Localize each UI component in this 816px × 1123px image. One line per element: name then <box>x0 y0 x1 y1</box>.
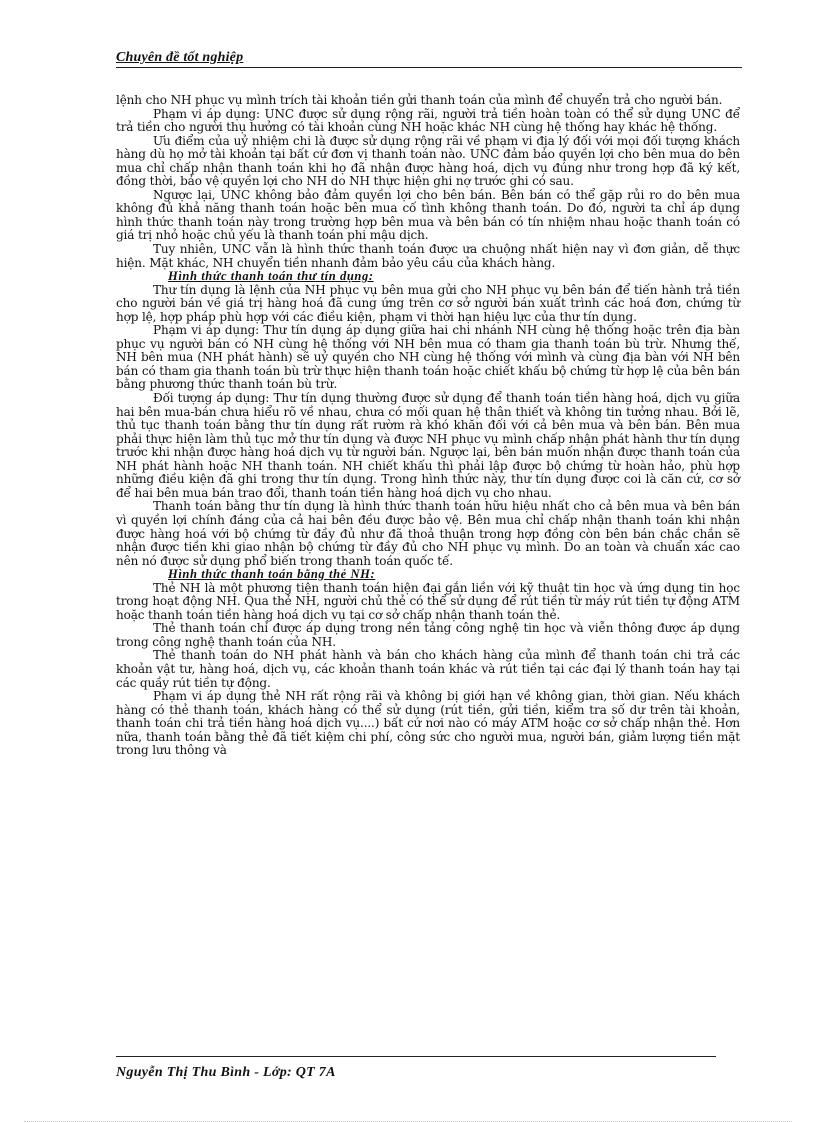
paragraph: Đối tượng áp dụng: Thư tín dụng thường được sử dụng để thanh toán tiền hàng hoá, dịch vụ giữa hai bên mua-bán chưa hiểu rõ về nhau, chưa có mối quan hệ thân thiết và không tin tưởng nhau. Bởi lẽ, thủ tục thanh toán bằng thư tín dụng rất rườm rà khó khăn đối với cả bên mua và bên bán. Bên mua phải thực hiện làm thủ tục mở thư tín dụng và được NH phục vụ mình chấp nhận phát hành thư tín dụng trước khi nhận được hàng hoá dịch vụ từ người bán. Ngược lại, bên bán muốn nhận được thanh toán của NH phát hành hoặc NH thanh toán. NH chiết khấu thì phải lập được bộ chứng từ hoàn hảo, phù hợp những điều kiện đã ghi trong thư tín dụng. Trong hình thức này, thư tín dụng được coi là căn cứ, cơ sở để hai bên mua bán trao đổi, thanh toán tiền hàng hoá dịch vụ cho nhau. <box>116 391 740 500</box>
paragraph: Thư tín dụng là lệnh của NH phục vụ bên mua gửi cho NH phục vụ bên bán để tiến hành trả tiền cho người bán về giá trị hàng hoá đã cung ứng trên cơ sở người bán xuất trình các hoá đơn, chứng từ hợp lệ, hợp pháp phù hợp với các điều kiện, phạm vi thời hạn hiệu lực của thư tín dụng. <box>116 282 740 324</box>
section-heading-letter-of-credit: Hình thức thanh toán thư tín dụng: <box>168 269 374 284</box>
paragraph: lệnh cho NH phục vụ mình trích tài khoản tiền gửi thanh toán của mình để chuyển trả cho người bán. <box>116 93 723 107</box>
section-heading-bank-card: Hình thức thanh toán bằng thẻ NH: <box>168 567 376 582</box>
page-bottom-divider <box>24 1121 792 1122</box>
header-title: Chuyên đề tốt nghiệp <box>116 50 244 65</box>
paragraph: Thẻ thanh toán chỉ được áp dụng trong nền tảng công nghệ tin học và viễn thông được áp dụng trong công nghệ thanh toán của NH. <box>116 621 740 649</box>
paragraph: Phạm vi áp dụng: Thư tín dụng áp dụng giữa hai chi nhánh NH cùng hệ thống hoặc trên địa bàn phục vụ người bán có NH cùng hệ thống với NH bên mua có tham gia thanh toán bù trừ. Nhưng thế, NH bên mua (NH phát hành) sẽ uỷ quyền cho NH cùng hệ thống với mình và cùng địa bàn với NH bên bán có tham gia thanh toán bù trừ thực hiện thanh toán hoặc chiết khấu bộ chứng từ hợp lệ của bên bán bằng phương thức thanh toán bù trừ. <box>116 323 740 392</box>
footer-author: Nguyễn Thị Thu Bình - Lớp: QT 7A <box>116 1065 336 1080</box>
document-body <box>116 94 740 758</box>
page-footer <box>116 1056 716 1081</box>
page-header <box>116 50 742 68</box>
paragraph: Thanh toán bằng thư tín dụng là hình thức thanh toán hữu hiệu nhất cho cả bên mua và bên bán vì quyền lợi chính đáng của cả hai bên đều được bảo vệ. Bên mua chỉ chấp nhận thanh toán khi nhận được hàng hoá với bộ chứng từ đầy đủ như đã thoả thuận trong hợp đồng còn bên bán chắc chắn sẽ nhận được tiền khi giao nhận bộ chứng từ đầy đủ cho NH phục vụ mình. Do an toàn và chuẩn xác cao nên nó được sử dụng phổ biến trong thanh toán quốc tế. <box>116 499 740 568</box>
paragraph: Thẻ thanh toán do NH phát hành và bán cho khách hàng của mình để thanh toán chi trả các khoản vật tư, hàng hoá, dịch vụ, các khoản thanh toán khác và rút tiền tại các đại lý thanh toán hay tại các quầy rút tiền tự động. <box>116 648 740 690</box>
paragraph: Tuy nhiên, UNC vẫn là hình thức thanh toán được ưa chuộng nhất hiện nay vì đơn giản, dễ thực hiện. Mặt khác, NH chuyển tiền nhanh đảm bảo yêu cầu của khách hàng. <box>116 242 740 270</box>
paragraph: Ngược lại, UNC không bảo đảm quyền lợi cho bên bán. Bên bán có thể gặp rủi ro do bên mua không đủ khả năng thanh toán hoặc bên mua cố tình không thanh toán. Do đó, người ta chỉ áp dụng hình thức thanh toán này trong trường hợp bên mua và bên bán có tín nhiệm nhau hoặc thanh toán có giá trị nhỏ hoặc chủ yếu là thanh toán phi mậu dịch. <box>116 187 740 243</box>
paragraph: Phạm vi áp dụng: UNC được sử dụng rộng rãi, người trả tiền hoàn toàn có thể sử dụng UNC để trả tiền cho người thụ hưởng có tài khoản cùng NH hoặc khác NH cùng hệ thống hay khác hệ thống. <box>116 106 740 135</box>
paragraph: Thẻ NH là một phương tiện thanh toán hiện đại gắn liền với kỹ thuật tin học và ứng dụng tin học trong hoạt động NH. Qua thẻ NH, người chủ thẻ có thể sử dụng để rút tiền từ máy rút tiền tự động ATM hoặc thanh toán tiền hàng hoá dịch vụ tại cơ sở chấp nhận thanh toán thẻ. <box>116 580 740 622</box>
paragraph: Phạm vi áp dụng thẻ NH rất rộng rãi và không bị giới hạn về không gian, thời gian. Nếu khách hàng có thẻ thanh toán, khách hàng có thể sử dụng (rút tiền, gửi tiền, kiểm tra số dư trên tài khoản, thanh toán chi trả tiền hàng hoá dịch vụ....) bất cứ nơi nào có máy ATM hoặc cơ sở chấp nhận thẻ. Hơn nữa, thanh toán bằng thẻ đã tiết kiệm chi phí, công sức cho người mua, người bán, giảm lượng tiền mặt trong lưu thông và <box>116 689 740 758</box>
paragraph: Ưu điểm của uỷ nhiệm chi là được sử dụng rộng rãi về phạm vi địa lý đối với mọi đối tượng khách hàng dù họ mở tài khoản tại bất cứ đơn vị thanh toán nào. UNC đảm bảo quyền lợi cho bên mua do bên mua chỉ chấp nhận thanh toán khi họ đã nhận được hàng hoá, dịch vụ đúng như trong hợp đã ký kết, đồng thời, bảo vệ quyền lợi cho NH do NH thực hiện ghi nợ trước ghi có sau. <box>116 133 740 189</box>
